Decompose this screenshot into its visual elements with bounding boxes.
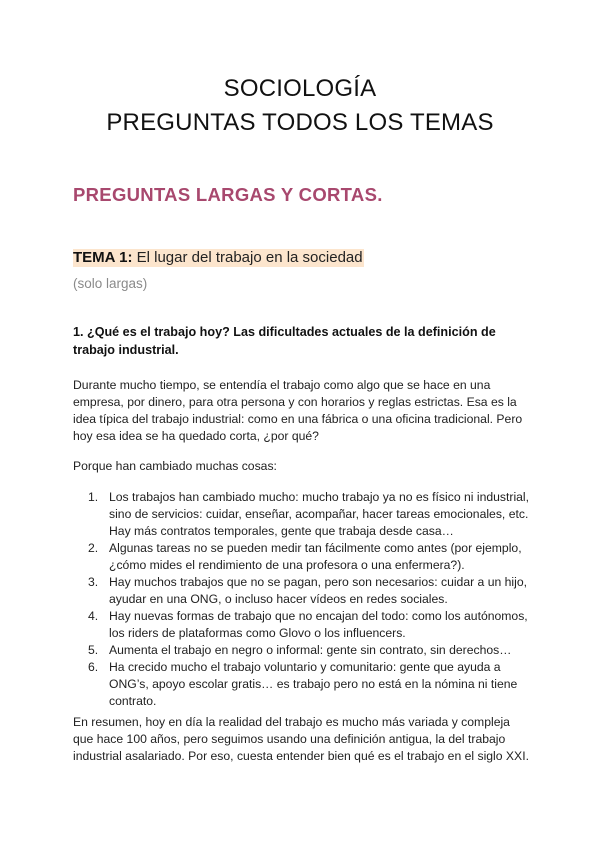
paragraph-summary: En resumen, hoy en día la realidad del trabajo es mucho más variada y compleja que hace 100 años, pero seguimos usando una definición antigua, la del trabajo industrial asalariado. Por eso, cuesta entender bien qué es el trabajo en el siglo XXI.	[73, 715, 529, 763]
list-item-text: Los trabajos han cambiado mucho: mucho trabajo ya no es físico ni industrial, sino de servicios: cuidar, enseñar, acompañar, hacer tareas emocionales, etc. Hay más contratos temporales, gente que trabaja desde casa…	[109, 490, 530, 538]
title-subtitle: PREGUNTAS TODOS LOS TEMAS	[106, 109, 494, 136]
list-number: 5.	[88, 643, 99, 657]
list-number: 4.	[88, 609, 99, 623]
list-item-text: Ha crecido mucho el trabajo voluntario y comunitario: gente que ayuda a ONG’s, apoyo escolar gratis… es trabajo pero no está en la nómina ni tiene contrato.	[109, 660, 518, 708]
list-item-text: Hay nuevas formas de trabajo que no encajan del todo: como los autónomos, los riders de plataformas como Glovo o los influencers.	[109, 609, 528, 640]
list-number: 2.	[88, 541, 99, 555]
tema-note: (solo largas)	[73, 276, 148, 291]
list-item-text: Algunas tareas no se pueden medir tan fácilmente como antes (por ejemplo, ¿cómo mides el rendimiento de una profesora o una enfermera?).	[109, 541, 522, 572]
list-number: 1.	[88, 490, 99, 504]
section-heading: PREGUNTAS LARGAS Y CORTAS.	[73, 184, 383, 205]
list-item-text: Hay muchos trabajos que no se pagan, pero son necesarios: cuidar a un hijo, ayudar en una ONG, o incluso hacer vídeos en redes sociales.	[109, 575, 528, 606]
list-item	[73, 642, 533, 659]
list-item	[73, 574, 533, 608]
tema-heading	[73, 248, 364, 268]
tema-highlight	[73, 249, 364, 267]
question-heading: 1. ¿Qué es el trabajo hoy? Las dificultades actuales de la definición de trabajo industrial.	[73, 325, 496, 357]
tema-name: El lugar del trabajo en la sociedad	[132, 249, 363, 266]
list-item	[73, 540, 533, 574]
paragraph-intro: Durante mucho tiempo, se entendía el trabajo como algo que se hace en una empresa, por dinero, para otra persona y con horarios y reglas estrictas. Esa es la idea típica del trabajo industrial: como en una fábrica o una oficina tradicional. Pero hoy esa idea se ha quedado corta, ¿por qué?	[73, 378, 523, 443]
title-subject: SOCIOLOGÍA	[223, 75, 377, 102]
tema-label: TEMA 1:	[73, 249, 133, 266]
list-item-text: Aumenta el trabajo en negro o informal: gente sin contrato, sin derechos…	[109, 643, 512, 657]
paragraph-lead-in: Porque han cambiado muchas cosas:	[73, 459, 277, 473]
list-item	[73, 608, 533, 642]
list-item	[73, 659, 533, 710]
reasons-list	[73, 489, 533, 710]
document-title	[0, 74, 600, 138]
list-item	[73, 489, 533, 540]
list-number: 3.	[88, 575, 99, 589]
list-number: 6.	[88, 660, 99, 674]
